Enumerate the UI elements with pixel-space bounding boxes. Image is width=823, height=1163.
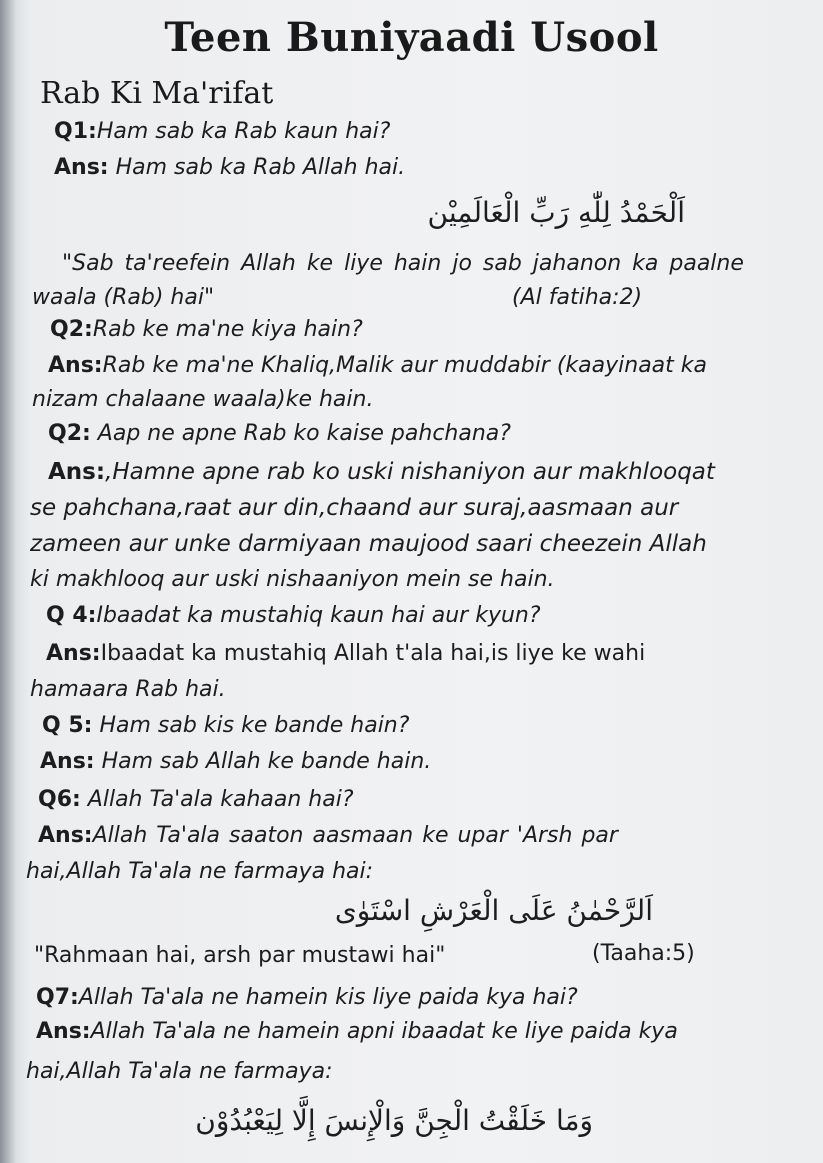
arabic-verse-1: اَلْحَمْدُ لِلّٰهِ رَبِّ الْعَالَمِيْن — [427, 196, 685, 229]
answer-7-line-1 — [36, 1018, 678, 1046]
answer-text: Allah Ta'ala ne hamein apni ibaadat ke liye paida kya — [90, 1019, 678, 1044]
question-label: Q6: — [38, 787, 81, 812]
verse-reference-1: (Al fatiha:2) — [512, 285, 643, 310]
arabic-verse-3: وَمَا خَلَقْتُ الْجِنَّ وَالْإِنسَ إِلَّا لِيَعْبُدُوْن — [195, 1104, 593, 1137]
question-label: Q7: — [36, 985, 79, 1010]
answer-text: Ham sab Allah ke bande hain. — [94, 749, 432, 774]
answer-4-line-1 — [46, 640, 645, 668]
arabic-verse-2: اَلرَّحْمٰنُ عَلَى الْعَرْشِ اسْتَوٰى — [334, 894, 653, 927]
translation-1-line-1: "Sab ta'reefein Allah ke liye hain jo sab jahanon ka paalne — [62, 251, 744, 276]
question-7 — [36, 984, 578, 1012]
section-heading: Rab Ki Ma'rifat — [40, 76, 274, 111]
question-3 — [48, 420, 511, 448]
question-text: Rab ke ma'ne kiya hain? — [92, 317, 363, 342]
answer-3-line-3: zameen aur unke darmiyaan maujood saari cheezein Allah — [30, 531, 707, 557]
question-6 — [38, 786, 354, 814]
question-text: Allah Ta'ala kahaan hai? — [80, 787, 354, 812]
answer-label: Ans: — [46, 641, 101, 666]
answer-text: Rab ke ma'ne Khaliq,Malik aur muddabir (kaayinaat ka — [102, 353, 708, 378]
question-text: Ham sab kis ke bande hain? — [92, 713, 410, 738]
answer-text: Allah Ta'ala saaton aasmaan ke upar 'Arsh par — [92, 823, 618, 848]
answer-text: ,Hamne apne rab ko uski nishaniyon aur makhlooqat — [105, 459, 715, 485]
answer-text: Ibaadat ka mustahiq Allah t'ala hai,is liye ke wahi — [100, 641, 646, 666]
page-title: Teen Buniyaadi Usool — [164, 14, 659, 61]
answer-label: Ans: — [48, 353, 103, 378]
answer-5 — [40, 748, 431, 776]
answer-6-line-2: hai,Allah Ta'ala ne farmaya hai: — [26, 859, 374, 884]
question-text: Allah Ta'ala ne hamein kis liye paida kya hai? — [78, 985, 578, 1010]
answer-label: Ans: — [48, 459, 106, 485]
question-label: Q 5: — [42, 713, 93, 738]
question-2 — [50, 316, 363, 344]
answer-2-line-2: nizam chalaane waala)ke hain. — [32, 387, 374, 412]
answer-3-line-4: ki makhlooq aur uski nishaaniyon mein se hain. — [30, 567, 555, 592]
question-4 — [46, 602, 541, 630]
question-text: Aap ne apne Rab ko kaise pahchana? — [90, 421, 511, 446]
question-label: Q2: — [48, 421, 91, 446]
answer-2-line-1 — [48, 352, 707, 380]
question-label: Q2: — [50, 317, 93, 342]
question-label: Q1: — [54, 119, 97, 144]
translation-1-line-2: waala (Rab) hai" — [32, 285, 215, 310]
answer-3-line-2: se pahchana,raat aur din,chaand aur suraj,aasmaan aur — [30, 495, 679, 521]
answer-label: Ans: — [54, 155, 109, 180]
answer-label: Ans: — [40, 749, 95, 774]
question-label: Q 4: — [46, 603, 97, 628]
answer-text: Ham sab ka Rab Allah hai. — [108, 155, 406, 180]
verse-reference-2: (Taaha:5) — [592, 941, 695, 966]
question-text: Ibaadat ka mustahiq kaun hai aur kyun? — [96, 603, 541, 628]
translation-2: "Rahmaan hai, arsh par mustawi hai" — [34, 943, 446, 968]
answer-1 — [54, 154, 405, 182]
answer-6-line-1 — [38, 822, 618, 850]
answer-label: Ans: — [38, 823, 93, 848]
question-5 — [42, 712, 409, 740]
answer-3-line-1 — [48, 458, 715, 486]
answer-4-line-2: hamaara Rab hai. — [30, 677, 226, 702]
answer-label: Ans: — [36, 1019, 91, 1044]
question-text: Ham sab ka Rab kaun hai? — [96, 119, 391, 144]
question-1 — [54, 118, 390, 146]
answer-7-line-2: hai,Allah Ta'ala ne farmaya: — [26, 1059, 333, 1084]
